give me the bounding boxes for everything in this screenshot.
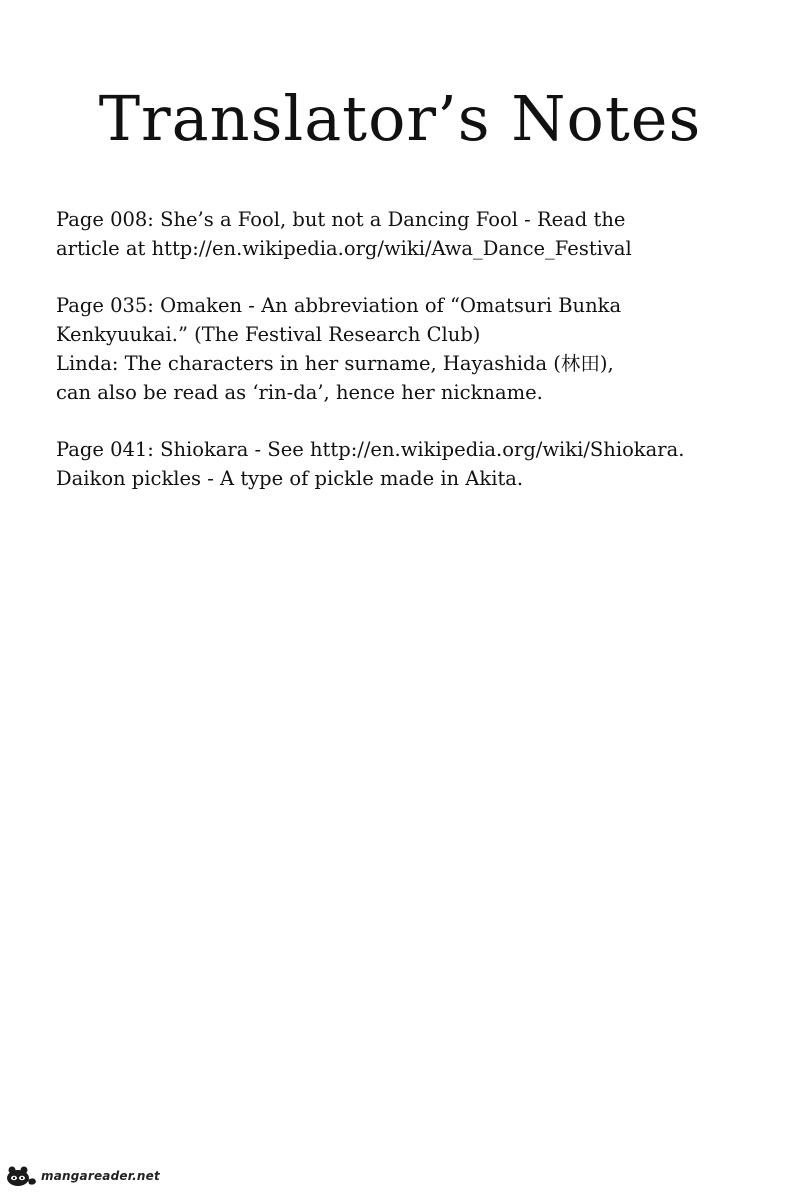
note-line: Kenkyuukai.” (The Festival Research Club): [56, 323, 481, 346]
note-line: Page 035: Omaken - An abbreviation of “Omatsuri Bunka: [56, 294, 622, 317]
note-line: Page 008: She’s a Fool, but not a Dancing Fool - Read the: [56, 208, 626, 231]
watermark: [4, 1164, 160, 1188]
raccoon-logo-icon: [4, 1164, 38, 1188]
note-line: Page 041: Shiokara - See http://en.wikipedia.org/wiki/Shiokara.: [56, 438, 685, 461]
page-title: Translator’s Notes: [98, 82, 702, 155]
watermark-text: mangareader.net: [41, 1169, 160, 1183]
note-page-041: [56, 435, 776, 493]
note-page-008: [56, 205, 776, 263]
note-line: can also be read as ‘rin-da’, hence her nickname.: [56, 381, 543, 404]
note-line: Daikon pickles - A type of pickle made in Akita.: [56, 467, 524, 490]
note-page-035: [56, 291, 776, 407]
note-line: article at http://en.wikipedia.org/wiki/Awa_Dance_Festival: [56, 237, 632, 260]
translator-notes: [56, 205, 776, 521]
note-line: Linda: The characters in her surname, Hayashida (林田),: [56, 352, 614, 375]
